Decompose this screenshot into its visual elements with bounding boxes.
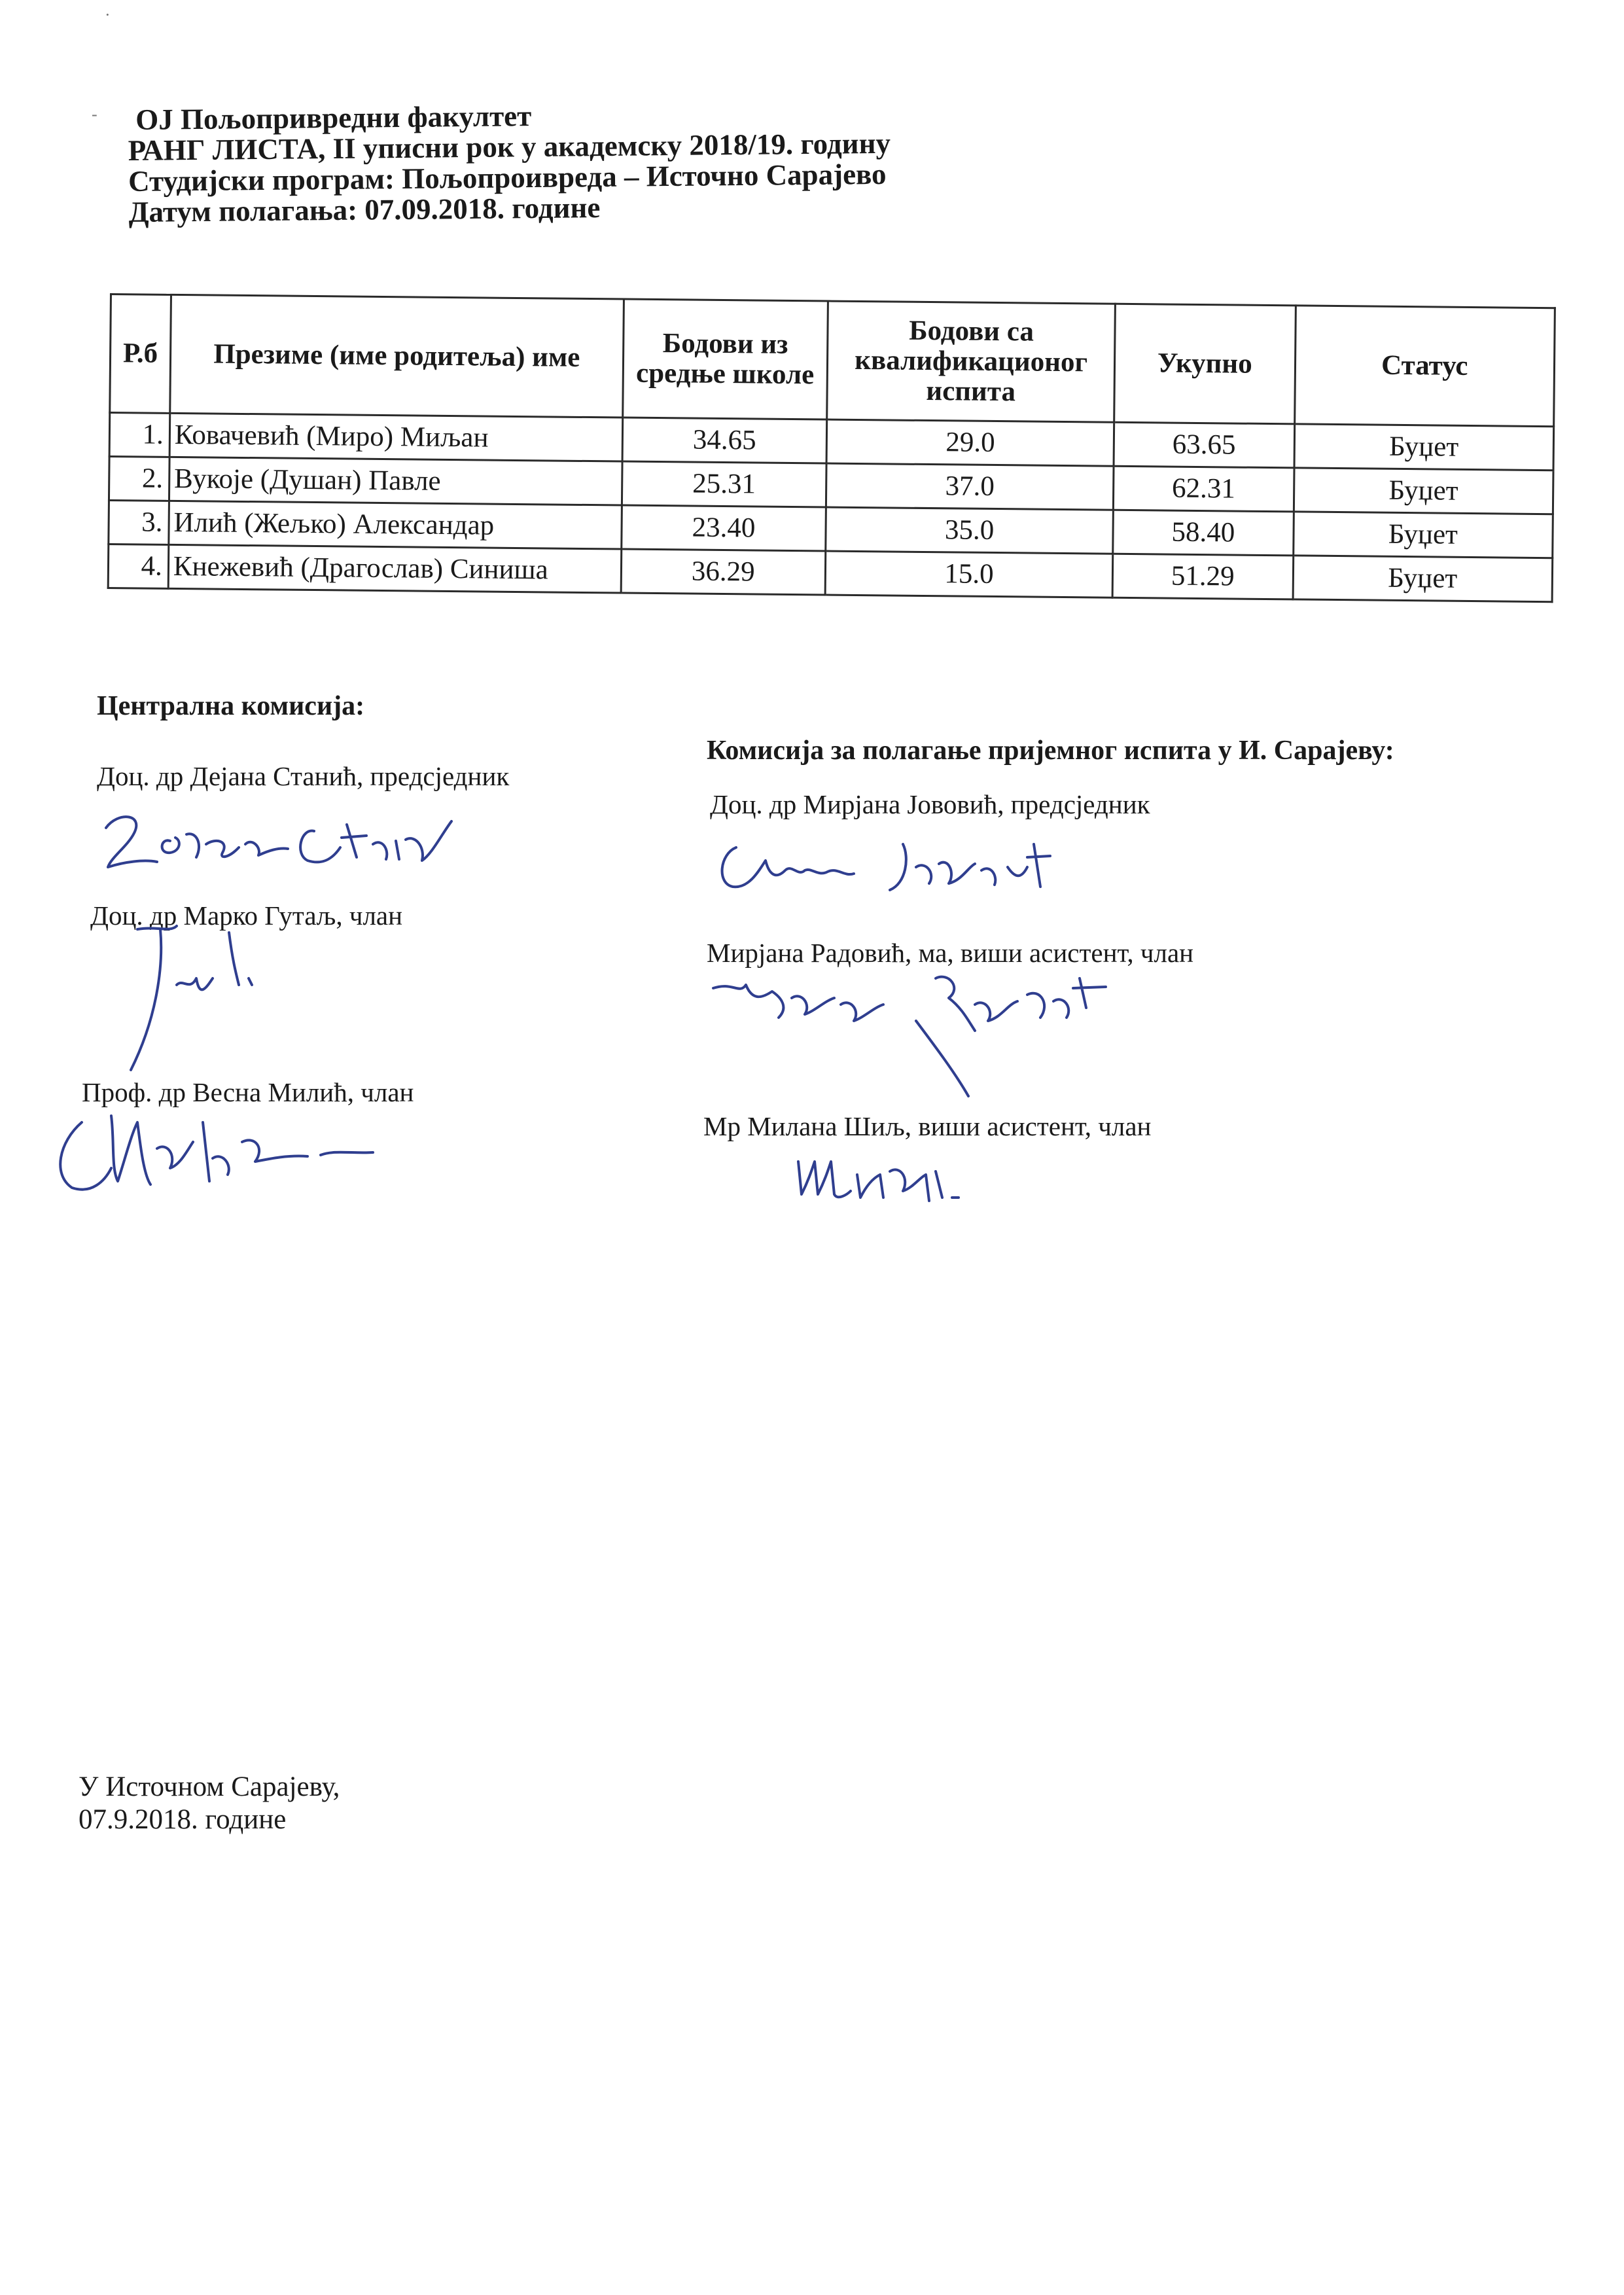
cell-exam-points: 37.0 xyxy=(826,463,1114,510)
cell-name: Илић (Жељко) Александар xyxy=(169,501,622,549)
cell-name: Ковачевић (Миро) Миљан xyxy=(169,413,622,461)
cell-school-points: 25.31 xyxy=(622,461,826,507)
cell-exam-points: 15.0 xyxy=(825,551,1112,597)
signature-stanic xyxy=(98,802,465,880)
member-stanic: Доц. др Дејана Станић, предсједник xyxy=(97,761,510,791)
cell-exam-points: 29.0 xyxy=(826,419,1114,466)
exam-commission-heading: Комисија за полагање пријемног испита у И. Сарајеву: xyxy=(707,736,1394,766)
member-silj: Мр Милана Шиљ, виши асистент, члан xyxy=(703,1111,1152,1141)
cell-status: Буџет xyxy=(1293,556,1553,602)
cell-total: 62.31 xyxy=(1113,466,1294,512)
col-header-exam-points: Бодови са квалификационог испита xyxy=(827,301,1116,422)
col-header-name: Презиме (име родитеља) име xyxy=(170,294,624,418)
signature-milic xyxy=(46,1103,386,1207)
faculty-title: ОЈ Пољопривредни факултет xyxy=(135,99,532,136)
cell-rb: 3. xyxy=(109,500,169,544)
place-line: У Источном Сарајеву, xyxy=(79,1771,340,1802)
signature-gutalj xyxy=(98,913,308,1083)
ranking-table xyxy=(107,293,1556,603)
cell-total: 58.40 xyxy=(1113,510,1294,556)
study-program: Студијски програм: Пољопроивреда – Источно Сарајево xyxy=(128,157,887,198)
signature-jovovic xyxy=(713,831,1053,903)
col-header-rb: Р.б xyxy=(110,294,171,414)
scan-mark: · xyxy=(105,5,111,24)
scan-mark: - xyxy=(92,105,97,124)
cell-school-points: 34.65 xyxy=(622,418,827,463)
cell-school-points: 23.40 xyxy=(621,505,826,551)
cell-status: Буџет xyxy=(1293,512,1553,558)
central-commission-heading: Централна комисија: xyxy=(97,691,365,721)
col-header-total: Укупно xyxy=(1114,304,1296,424)
document-header xyxy=(128,98,891,228)
cell-status: Буџет xyxy=(1294,468,1553,514)
date-line: 07.9.2018. године xyxy=(79,1804,287,1835)
member-gutalj: Доц. др Марко Гутаљ, члан xyxy=(90,900,403,931)
table-header-row xyxy=(110,294,1555,427)
cell-total: 51.29 xyxy=(1112,554,1293,599)
cell-total: 63.65 xyxy=(1114,422,1294,468)
cell-rb: 4. xyxy=(108,544,169,588)
exam-date: Датум полагања: 07.09.2018. године xyxy=(128,191,601,228)
member-milic: Проф. др Весна Милић, члан xyxy=(82,1077,414,1107)
col-header-school-points: Бодови из средње школе xyxy=(622,299,828,419)
member-radovic: Мирјана Радовић, ма, виши асистент, члан xyxy=(707,938,1194,968)
cell-status: Буџет xyxy=(1294,424,1554,471)
signature-radovic xyxy=(700,969,1119,1106)
cell-school-points: 36.29 xyxy=(621,549,826,595)
cell-rb: 1. xyxy=(109,413,170,457)
cell-rb: 2. xyxy=(109,457,169,501)
member-jovovic: Доц. др Мирјана Јововић, предсједник xyxy=(710,789,1150,819)
cell-exam-points: 35.0 xyxy=(826,507,1113,554)
rank-list-title: РАНГ ЛИСТА, II уписни рок у академску 2018/19. годину xyxy=(128,126,891,167)
col-header-status: Статус xyxy=(1294,306,1555,427)
cell-name: Вукоје (Душан) Павле xyxy=(169,457,622,505)
cell-name: Кнежевић (Драгослав) Синиша xyxy=(168,544,621,593)
signature-silj xyxy=(785,1142,981,1214)
